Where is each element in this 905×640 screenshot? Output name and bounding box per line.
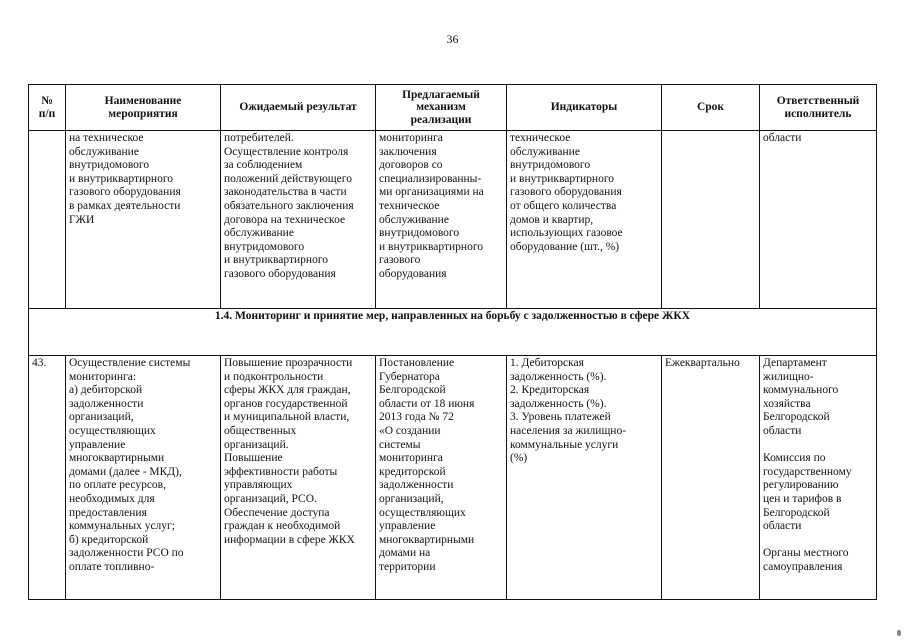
text-line: 3. Уровень платежей (510, 411, 611, 424)
text-line: обслуживание (379, 213, 449, 226)
text-line: кредиторской (379, 465, 446, 478)
text-line: государственному (763, 465, 852, 478)
text-line: п/п (38, 107, 56, 120)
text-line: многоквартирными (69, 452, 165, 465)
text-line: Комиссия по (763, 452, 826, 465)
text-line: управление (379, 520, 436, 533)
text-line: Повышение прозрачности (224, 357, 353, 369)
text-line: и внутриквартирного (510, 172, 615, 185)
text-line: организаций. (224, 438, 289, 451)
text-line: исполнитель (784, 107, 852, 120)
text-line: Постановление (379, 357, 455, 369)
text-line: газового оборудования (510, 186, 622, 199)
text-line: б) кредиторской (69, 533, 149, 546)
header-result (221, 85, 376, 131)
text-line: и внутриквартирного (224, 254, 329, 267)
text-line: организаций, РСО. (224, 492, 317, 505)
cell-indicators (507, 356, 662, 600)
text-line: ми организациями на (379, 186, 484, 199)
text-line: 2013 года № 72 (379, 411, 454, 424)
text-line: и подконтрольности (224, 370, 324, 383)
text-line: коммунального (763, 384, 839, 397)
text-line: законодательства в части (224, 186, 347, 199)
text-line: потребителей. (224, 132, 294, 144)
section-row (29, 309, 877, 356)
cell-executor (760, 356, 877, 600)
text-line: специализированны- (379, 172, 482, 185)
cell-num (29, 131, 66, 309)
text-line: оплате топливно- (69, 560, 155, 573)
text-line: обязательного заключения (224, 199, 354, 212)
text-line: задолженности (69, 397, 144, 410)
text-line: внутридомового (510, 159, 591, 172)
text-line: управляющих (224, 479, 293, 492)
text-line: обслуживание (510, 145, 580, 158)
header-row (29, 85, 877, 131)
text-line: «О создании (379, 424, 441, 437)
text-line: Осуществление контроля (224, 145, 349, 158)
text-line: системы (379, 438, 421, 451)
text-line: коммунальных услуг; (69, 520, 175, 533)
cell-mechanism (376, 131, 507, 309)
section-title: 1.4. Мониторинг и принятие мер, направленных на борьбу с задолженностью в сфере ЖКХ (29, 309, 877, 356)
text-line: 2. Кредиторская (510, 384, 590, 397)
text-line: на техническое (69, 132, 144, 144)
header-indicators (507, 85, 662, 131)
cell-result (221, 356, 376, 600)
text-line: использующих газовое (510, 227, 623, 240)
text-line: газового оборудования (224, 267, 336, 280)
text-line: от общего количества (510, 199, 617, 212)
text-line: хозяйства (763, 397, 811, 410)
text-line: за соблюдением (224, 159, 303, 172)
text-line: сферы ЖКХ для граждан, (224, 384, 351, 397)
text-line: по оплате ресурсов, (69, 479, 166, 492)
text-line: области от 18 июня (379, 397, 475, 410)
text-line: области (763, 132, 802, 144)
cell-name (66, 356, 221, 600)
text-line: Белгородской (763, 506, 830, 519)
text-line: жилищно- (763, 370, 814, 383)
text-line: обслуживание (224, 227, 294, 240)
text-line: задолженность (%). (510, 370, 607, 383)
cell-executor (760, 131, 877, 309)
text-line: Наименование (104, 95, 182, 107)
text-line: предоставления (69, 506, 147, 519)
text-line: техническое (379, 199, 440, 212)
text-line: оборудования (379, 267, 447, 280)
text-line: регулированию (763, 479, 839, 492)
text-line: домами (далее - МКД), (69, 465, 182, 478)
text-line: техническое (510, 132, 571, 144)
text-line: и муниципальной власти, (224, 411, 350, 424)
text-line: необходимых для (69, 492, 155, 505)
plan-table (28, 84, 877, 600)
text-line: органов государственной (224, 397, 348, 410)
text-line: Осуществление системы (69, 357, 191, 369)
text-line: Органы местного (763, 547, 849, 560)
text-line: мониторинга (379, 452, 443, 465)
text-line: эффективности работы (224, 465, 338, 478)
text-line: осуществляющих (69, 424, 156, 437)
text-line: цен и тарифов в (763, 492, 842, 505)
cell-result (221, 131, 376, 309)
text-line: положений действующего (224, 172, 352, 185)
table-row-continued (29, 131, 877, 309)
cell-term: Ежеквартально (662, 356, 760, 600)
header-executor (760, 85, 877, 131)
cell-indicators (507, 131, 662, 309)
text-line: внутридомового (69, 159, 150, 172)
text-line: реализации (410, 113, 472, 126)
text-line: Белгородской (379, 384, 446, 397)
text-line: организаций, (69, 411, 134, 424)
text-line: внутридомового (224, 240, 305, 253)
text-line: территории (379, 560, 436, 573)
text-line: управление (69, 438, 126, 451)
table-row-43 (29, 356, 877, 600)
text-line: заключения (379, 145, 437, 158)
text-line: многоквартирными (379, 533, 475, 546)
text-line: Ожидаемый результат (239, 101, 357, 114)
executor-group-1 (763, 357, 873, 439)
header-name (66, 85, 221, 131)
text-line: газового оборудования (69, 186, 181, 199)
executor-group-2 (763, 452, 873, 534)
text-line: Индикаторы (550, 101, 618, 114)
text-line: ГЖИ (69, 213, 95, 226)
text-line: и внутриквартирного (69, 172, 174, 185)
text-line: 1. Дебиторская (510, 357, 584, 369)
text-line: механизм (416, 101, 466, 114)
text-line: мероприятия (108, 107, 178, 120)
text-line: договоров со (379, 159, 443, 172)
text-line: Обеспечение доступа (224, 506, 330, 519)
text-line: Срок (696, 101, 725, 114)
cell-num: 43. (29, 356, 66, 600)
text-line: области (763, 424, 802, 437)
text-line: домами на (379, 547, 431, 560)
text-line: населения за жилищно- (510, 424, 627, 437)
text-line: Предлагаемый (402, 88, 480, 101)
text-line: задолженности РСО по (69, 547, 184, 560)
executor-group-3 (763, 547, 873, 574)
text-line: оборудование (шт., %) (510, 240, 620, 253)
text-line: газового (379, 254, 421, 267)
text-line: мониторинга: (69, 370, 137, 383)
cell-term (662, 131, 760, 309)
text-line: № (41, 95, 53, 107)
header-num (29, 85, 66, 131)
text-line: и внутриквартирного (379, 240, 484, 253)
cell-mechanism (376, 356, 507, 600)
page-number: 36 (446, 32, 459, 46)
text-line: организаций, (379, 492, 444, 505)
text-line: самоуправления (763, 560, 843, 573)
scan-mark (897, 630, 901, 636)
text-line: мониторинга (379, 132, 443, 144)
text-line: Губернатора (379, 370, 440, 383)
text-line: граждан к необходимой (224, 520, 341, 533)
header-mechanism (376, 85, 507, 131)
text-line: задолженность (%). (510, 397, 607, 410)
text-line: Департамент (763, 357, 827, 369)
text-line: осуществляющих (379, 506, 466, 519)
text-line: Белгородской (763, 411, 830, 424)
header-term (662, 85, 760, 131)
text-line: обслуживание (69, 145, 139, 158)
text-line: (%) (510, 452, 528, 465)
text-line: Повышение (224, 452, 283, 465)
text-line: области (763, 520, 802, 533)
text-line: в рамках деятельности (69, 199, 181, 212)
cell-name (66, 131, 221, 309)
text-line: домов и квартир, (510, 213, 594, 226)
text-line: коммунальные услуги (510, 438, 619, 451)
text-line: внутридомового (379, 227, 460, 240)
text-line: Ответственный (776, 95, 860, 107)
text-line: общественных (224, 424, 297, 437)
text-line: информации в сфере ЖКХ (224, 533, 355, 546)
text-line: а) дебиторской (69, 384, 143, 397)
text-line: задолженности (379, 479, 454, 492)
text-line: договора на техническое (224, 213, 346, 226)
